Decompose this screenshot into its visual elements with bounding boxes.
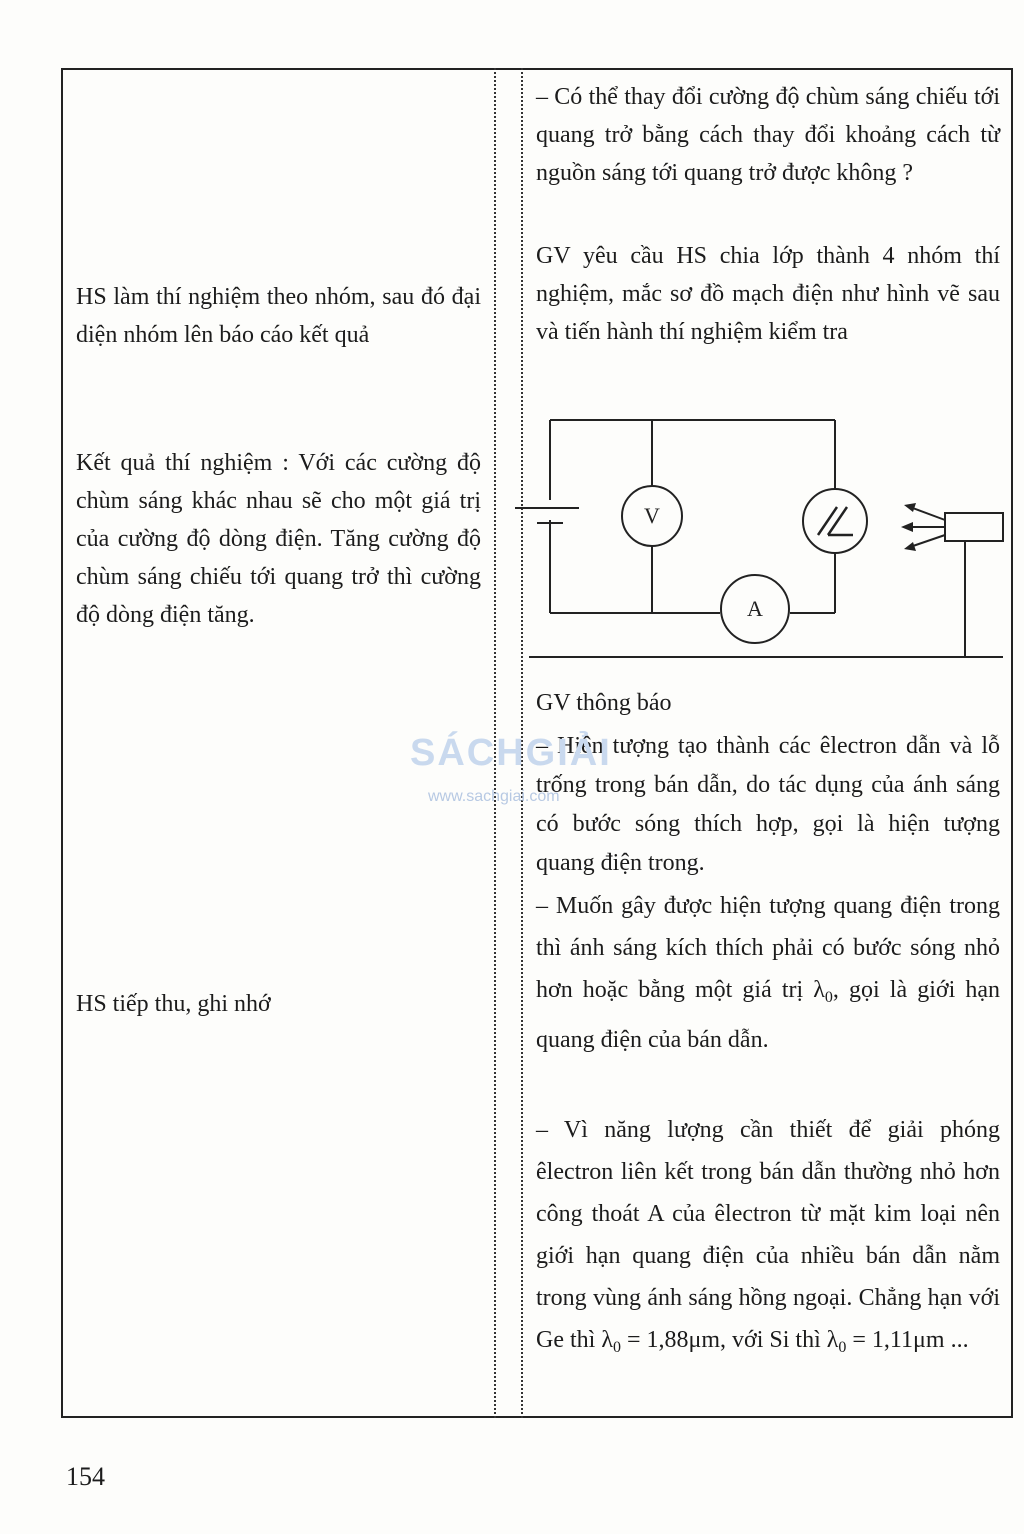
teacher-announcement-heading: GV thông báo bbox=[536, 690, 672, 716]
teacher-question: – Có thể thay đổi cường độ chùm sáng chiếu tới quang trở bằng cách thay đổi khoảng cách từ nguồn sáng tới quang trở được không ? bbox=[536, 84, 1000, 186]
page-number: 154 bbox=[66, 1462, 105, 1491]
circuit-diagram bbox=[515, 410, 1010, 660]
photoresistor-symbol bbox=[803, 489, 867, 553]
watermark-logo: SÁCHGIẢI bbox=[410, 732, 612, 774]
ammeter-label: A bbox=[747, 596, 763, 621]
diagram-baseline bbox=[529, 656, 1003, 658]
voltmeter-label: V bbox=[644, 503, 660, 528]
teacher-instruction: GV yêu cầu HS chia lớp thành 4 nhóm thí nghiệm, mắc sơ đồ mạch điện như hình vẽ sau và tiến hành thí nghiệm kiểm tra bbox=[536, 243, 1000, 345]
student-activity-experiment: HS làm thí nghiệm theo nhóm, sau đó đại diện nhóm lên báo cáo kết quả bbox=[76, 284, 481, 348]
watermark bbox=[410, 720, 620, 820]
teacher-note-definition: – Hiện tượng tạo thành các êlectron dẫn và lỗ trống trong bán dẫn, do tác dụng của ánh sáng có bước sóng thích hợp, gọi là hiện tượng quang điện trong. bbox=[536, 733, 1000, 876]
teacher-note-threshold: – Muốn gây được hiện tượng quang điện trong thì ánh sáng kích thích phải có bước sóng nhỏ hơn hoặc bằng một giá trị $\lambda_0$, gọi là giới hạn quang điện của bán dẫn. bbox=[536, 893, 1000, 1053]
watermark-url: www.sachgiai.com bbox=[428, 788, 560, 805]
student-activity-note: HS tiếp thu, ghi nhớ bbox=[76, 991, 271, 1017]
teacher-note-semiconductor: – Vì năng lượng cần thiết để giải phóng êlectron liên kết trong bán dẫn thường nhỏ hơn công thoát A của êlectron từ mặt kim loại nên giới hạn quang điện của nhiều bán dẫn nằm trong vùng ánh sáng hồng ngoại. Chẳng hạn với Ge thì $\lambda_0 = 1,88\mu m$, với Si thì $\lambda_0 = 1,11\mu m$ ... bbox=[536, 1117, 1000, 1356]
student-activity-result: Kết quả thí nghiệm : Với các cường độ chùm sáng khác nhau sẽ cho một giá trị của cường độ dòng điện. Tăng cường độ chùm sáng chiếu tới quang trở thì cường độ dòng điện tăng. bbox=[76, 450, 481, 628]
